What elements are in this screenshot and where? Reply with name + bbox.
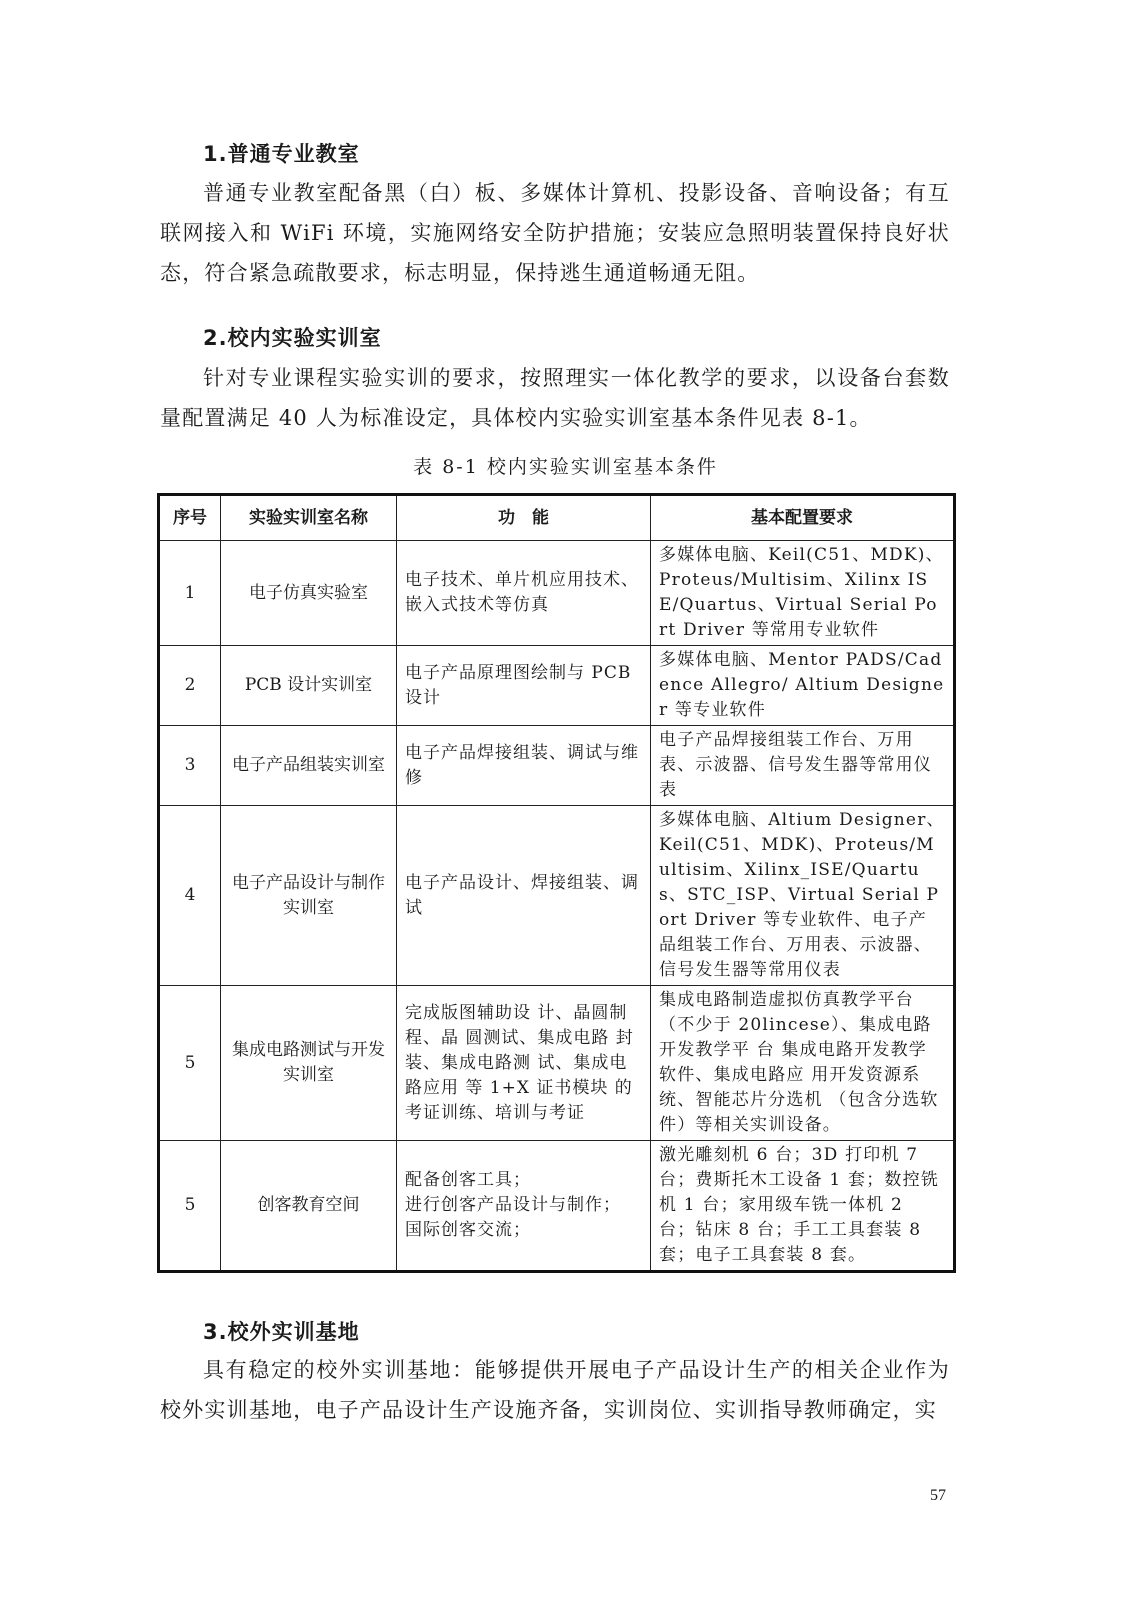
- cell-no: 3: [159, 726, 221, 806]
- cell-no: 2: [159, 646, 221, 726]
- header-function: 功 能: [397, 495, 651, 541]
- cell-requirements: 多媒体电脑、Mentor PADS/Cadence Allegro/ Altium Designer 等专业软件: [651, 646, 955, 726]
- cell-name: PCB 设计实训室: [221, 646, 397, 726]
- table-header-row: [159, 495, 955, 541]
- function-line: 国际创客交流；: [405, 1220, 531, 1240]
- cell-requirements: 多媒体电脑、Keil(C51、MDK)、Proteus/Multisim、Xilinx ISE/Quartus、Virtual Serial Port Driver 等常用专业软件: [651, 541, 955, 646]
- table-row: [159, 726, 955, 806]
- cell-name: 电子仿真实验室: [221, 541, 397, 646]
- cell-function: 电子产品设计、焊接组装、调试: [397, 806, 651, 986]
- cell-no: 1: [159, 541, 221, 646]
- lab-conditions-table: [157, 493, 956, 1273]
- section-heading-2: 2.校内实验实训室: [203, 326, 382, 350]
- cell-no: 5: [159, 1141, 221, 1272]
- cell-name: 电子产品设计与制作实训室: [221, 806, 397, 986]
- section-paragraph-1: 普通专业教室配备黑（白）板、多媒体计算机、投影设备、音响设备；有互联网接入和 WiFi 环境，实施网络安全防护措施；安装应急照明装置保持良好状态，符合紧急疏散要求，标志明显，保持逃生通道畅通无阻。: [160, 181, 950, 285]
- cell-no: 4: [159, 806, 221, 986]
- cell-function: 电子产品原理图绘制与 PCB 设计: [397, 646, 651, 726]
- cell-name: 集成电路测试与开发实训室: [221, 986, 397, 1141]
- cell-requirements: 多媒体电脑、Altium Designer、Keil(C51、MDK)、Proteus/Multisim、Xilinx_ISE/Quartus、STC_ISP、Virtual Serial Port Driver 等专业软件、电子产品组装工作台、万用表、示波器、信号发生器等常用仪表: [651, 806, 955, 986]
- cell-function: 电子技术、单片机应用技术、嵌入式技术等仿真: [397, 541, 651, 646]
- cell-no: 5: [159, 986, 221, 1141]
- function-line: 配备创客工具；: [405, 1170, 531, 1190]
- cell-function: 电子产品焊接组装、调试与维修: [397, 726, 651, 806]
- table-row: [159, 1141, 955, 1272]
- section-paragraph-3: 具有稳定的校外实训基地：能够提供开展电子产品设计生产的相关企业作为校外实训基地，电子产品设计生产设施齐备，实训岗位、实训指导教师确定，实: [160, 1358, 950, 1422]
- cell-requirements: 集成电路制造虚拟仿真教学平台（不少于 20lincese）、集成电路开发教学平 台 集成电路开发教学软件、集成电路应 用开发资源系统、智能芯片分选机 （包含分选软件）等相关实训设备。: [651, 986, 955, 1141]
- table-row: [159, 986, 955, 1141]
- cell-requirements: 激光雕刻机 6 台；3D 打印机 7 台；费斯托木工设备 1 套；数控铣机 1 台；家用级车铣一体机 2 台；钻床 8 台；手工工具套装 8 套；电子工具套装 8 套。: [651, 1141, 955, 1272]
- table-row: [159, 646, 955, 726]
- page-number: 57: [930, 1487, 946, 1504]
- section-paragraph-2: 针对专业课程实验实训的要求，按照理实一体化教学的要求，以设备台套数量配置满足 40 人为标准设定，具体校内实验实训室基本条件见表 8-1。: [160, 366, 950, 430]
- header-requirements: 基本配置要求: [651, 495, 955, 541]
- table-row: [159, 806, 955, 986]
- cell-function: [397, 1141, 651, 1272]
- section-heading-1: 1.普通专业教室: [203, 142, 360, 166]
- cell-function: 完成版图辅助设 计、晶圆制程、晶 圆测试、集成电路 封装、集成电路测 试、集成电路应用 等 1+X 证书模块 的考证训练、培训与考证: [397, 986, 651, 1141]
- section-heading-3: 3.校外实训基地: [203, 1320, 360, 1344]
- cell-name: 创客教育空间: [221, 1141, 397, 1272]
- table-row: [159, 541, 955, 646]
- header-no: 序号: [159, 495, 221, 541]
- cell-requirements: 电子产品焊接组装工作台、万用表、示波器、信号发生器等常用仪表: [651, 726, 955, 806]
- function-line: 进行创客产品设计与制作；: [405, 1195, 621, 1215]
- table-caption: 表 8-1 校内实验实训室基本条件: [413, 456, 718, 478]
- cell-name: 电子产品组装实训室: [221, 726, 397, 806]
- header-name: 实验实训室名称: [221, 495, 397, 541]
